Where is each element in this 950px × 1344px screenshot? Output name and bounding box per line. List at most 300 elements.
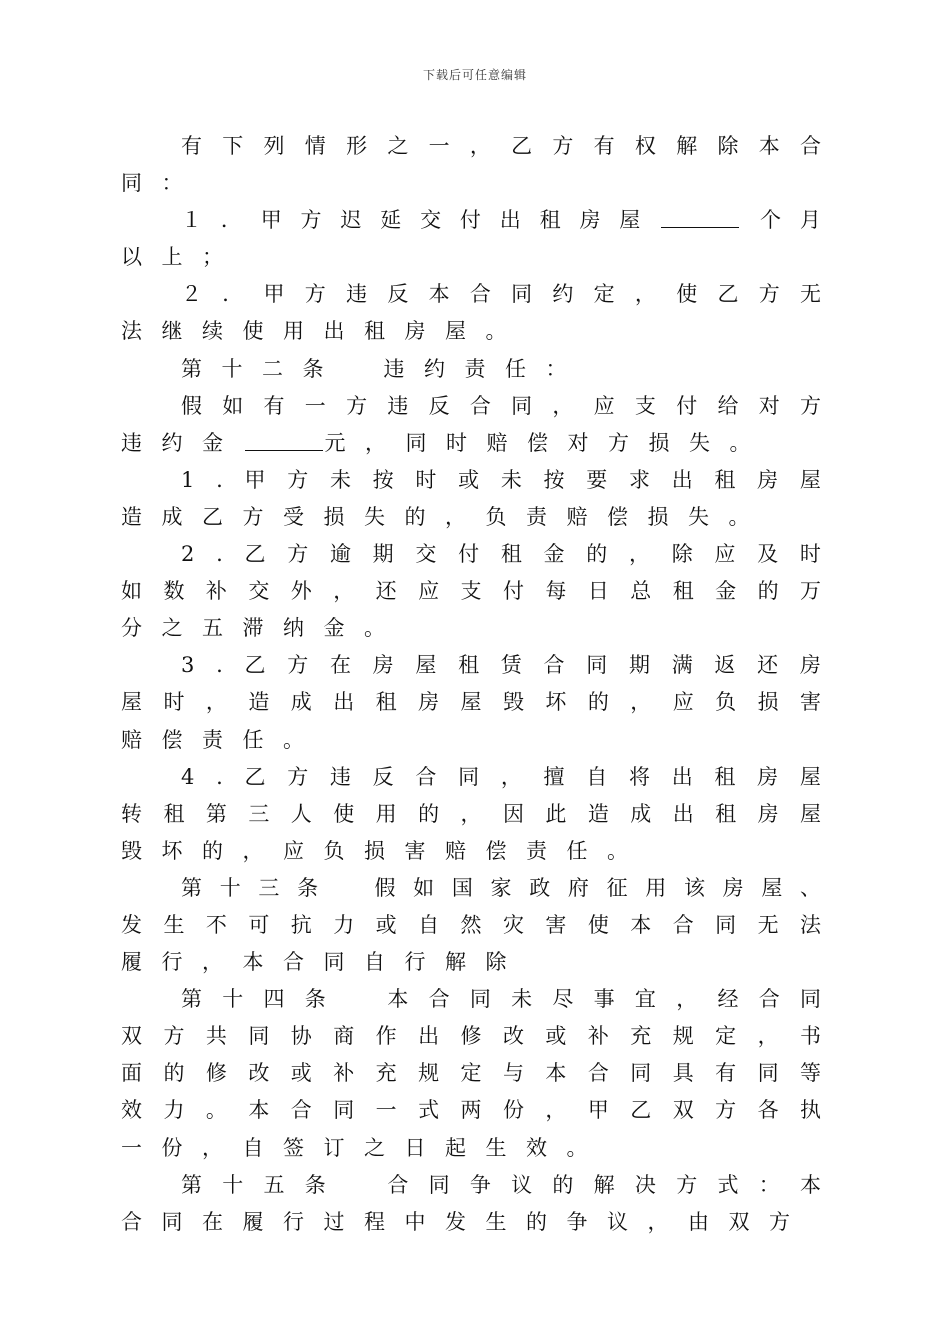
text-char: ， [202, 1135, 223, 1160]
text-char: 偿 [485, 838, 507, 863]
text-char [346, 1167, 367, 1204]
text-char: 可 [248, 912, 270, 937]
text-char: 改 [502, 1024, 524, 1049]
text-char: 。 [729, 430, 751, 455]
text-char: 等 [800, 1061, 821, 1086]
text-line [121, 1130, 821, 1167]
text-char: 履 [121, 950, 142, 975]
text-char: 使 [676, 282, 698, 307]
text-char: 以 [121, 245, 142, 270]
text-char: 在 [329, 653, 351, 678]
text-char: 合 [799, 134, 821, 158]
text-char: 第 [181, 356, 202, 381]
text-char: 商 [333, 1024, 355, 1049]
text-char: 中 [404, 1209, 426, 1234]
text-char: 定 [715, 1024, 737, 1049]
text-char: 房 [799, 653, 821, 678]
text-char: 条 [304, 1172, 326, 1197]
text-char: 交 [415, 542, 437, 567]
text-char: 规 [672, 1024, 694, 1049]
text-char: 屋 [799, 467, 821, 492]
text-char: 本 [630, 912, 652, 937]
text-line [121, 536, 821, 573]
text-char: 方 [799, 393, 821, 418]
text-char: 事 [593, 987, 615, 1012]
text-char: 每 [545, 579, 567, 604]
text-char: 本 [428, 282, 450, 307]
text-char: 4 [181, 764, 195, 789]
text-char: 赔 [445, 838, 466, 863]
text-char: 方 [300, 208, 322, 233]
text-char: 时 [163, 690, 185, 715]
text-char: 逾 [329, 542, 351, 567]
text-char: 任 [242, 727, 264, 752]
text-char: 三 [248, 801, 270, 826]
text-char: ： [545, 356, 567, 381]
text-char: 无 [757, 912, 779, 937]
text-char: 定 [593, 282, 615, 307]
text-char: 合 [283, 950, 304, 975]
text-char: 未 [500, 467, 522, 492]
text-char: 赔 [121, 727, 142, 752]
text-char: 约 [552, 282, 574, 307]
text-char: 如 [413, 875, 435, 900]
text-char: 合 [428, 987, 450, 1012]
text-char: 未 [511, 987, 533, 1012]
text-char: 有 [593, 134, 615, 158]
text-char: 同 [586, 653, 608, 678]
text-char: 效 [526, 1135, 547, 1160]
text-char: 分 [121, 616, 142, 641]
text-char: 此 [545, 801, 567, 826]
text-char: 损 [323, 504, 345, 529]
text-char: 要 [586, 467, 608, 492]
text-char: 1 [181, 467, 195, 492]
text-char: . [216, 467, 223, 492]
text-char: 合 [672, 912, 694, 937]
text-line [121, 462, 821, 499]
text-char: 租 [163, 801, 185, 826]
text-line [121, 202, 821, 239]
text-char: 坏 [545, 690, 567, 715]
text-char: ， [469, 134, 491, 158]
text-char: 日 [587, 579, 609, 604]
text-char: 租 [500, 542, 522, 567]
text-char: 生 [485, 1135, 507, 1160]
text-char: 发 [445, 1209, 466, 1234]
text-char: 迟 [340, 208, 362, 233]
text-char: 成 [161, 504, 183, 529]
text-char: 双 [728, 1209, 750, 1234]
text-line [121, 833, 821, 870]
text-char: 签 [283, 1135, 304, 1160]
text-char: 同 [511, 393, 533, 418]
text-char: 面 [121, 1061, 142, 1086]
text-char: 起 [445, 1135, 466, 1160]
text-char: 付 [458, 542, 480, 567]
text-char: 失 [688, 504, 709, 529]
text-char: 二 [262, 356, 283, 381]
text-char: 纳 [283, 616, 304, 641]
text-char: 政 [529, 875, 551, 900]
text-char: 房 [757, 764, 779, 789]
text-char: 屋 [121, 690, 142, 715]
text-char: 方 [346, 393, 368, 418]
text-char: 。 [607, 838, 628, 863]
text-char: ， [647, 1209, 669, 1234]
text-char: 用 [645, 875, 667, 900]
text-char: 还 [375, 579, 397, 604]
text-char: 租 [364, 319, 385, 344]
text-char: 毁 [121, 838, 142, 863]
text-char: 方 [242, 504, 264, 529]
text-char: 出 [333, 690, 355, 715]
text-char: 力 [333, 912, 355, 937]
text-char: 补 [587, 1024, 609, 1049]
text-char: 决 [634, 1172, 656, 1197]
text-char: 房 [404, 319, 426, 344]
text-line [121, 870, 821, 907]
text-line [121, 573, 821, 610]
text-char: 日 [404, 1135, 426, 1160]
text-char: 合 [415, 764, 437, 789]
text-char: ， [628, 542, 650, 567]
text-char: 按 [372, 467, 394, 492]
text-char: 定 [460, 1061, 482, 1086]
text-char: . [216, 764, 223, 789]
text-char: 滞 [242, 616, 264, 641]
text-char: 宜 [634, 987, 656, 1012]
text-char: 方 [287, 542, 309, 567]
text-char [343, 351, 364, 388]
text-char: 偿 [161, 727, 183, 752]
text-char: 造 [587, 801, 609, 826]
text-char: 本 [387, 987, 409, 1012]
text-char: 除 [485, 950, 507, 975]
text-char: 租 [458, 653, 480, 678]
text-char: 解 [445, 950, 466, 975]
text-char: 损 [757, 690, 779, 715]
text-char: 共 [205, 1024, 227, 1049]
text-char: 三 [258, 875, 280, 900]
text-line [121, 1092, 821, 1129]
text-char: 还 [757, 653, 779, 678]
text-char: ， [202, 950, 223, 975]
text-char: 期 [628, 653, 650, 678]
text-line [121, 981, 821, 1018]
text-line [121, 239, 821, 276]
text-char [336, 870, 357, 907]
text-char: 除 [717, 134, 739, 158]
text-char: 十 [222, 1172, 244, 1197]
text-char: 同 [757, 1061, 779, 1086]
text-char: 合 [758, 987, 780, 1012]
text-char: 未 [329, 467, 351, 492]
text-line [121, 1204, 821, 1241]
text-char: 尽 [552, 987, 574, 1012]
text-char: 支 [634, 393, 656, 418]
text-line [121, 1167, 821, 1204]
text-char: 延 [380, 208, 402, 233]
text-char: 负 [485, 504, 507, 529]
text-char: 擅 [543, 764, 565, 789]
text-char: 造 [248, 690, 270, 715]
text-char: 房 [722, 875, 744, 900]
text-char: 损 [648, 430, 670, 455]
text-char: 经 [717, 987, 739, 1012]
text-char: 有 [181, 134, 202, 158]
text-char: 与 [502, 1061, 524, 1086]
text-char: 同 [323, 950, 345, 975]
text-char: 一 [121, 1135, 142, 1160]
text-char: 行 [404, 950, 426, 975]
text-char: 无 [799, 282, 821, 307]
text-char: 责 [526, 504, 547, 529]
text-char: 房 [579, 208, 601, 233]
text-char: 。 [485, 319, 507, 344]
text-char: 发 [121, 912, 142, 937]
text-char: ， [676, 987, 698, 1012]
text-char: 成 [630, 801, 652, 826]
text-char: 抗 [290, 912, 312, 937]
document-body [121, 128, 821, 1241]
text-line [121, 610, 821, 647]
text-char: 灾 [502, 912, 524, 937]
text-char: 害 [545, 912, 567, 937]
text-char: 。 [205, 1098, 227, 1123]
text-char: 五 [202, 616, 223, 641]
text-char: 同 [469, 987, 491, 1012]
text-char: 上 [161, 245, 183, 270]
text-char: 本 [248, 1098, 270, 1123]
text-line [121, 499, 821, 536]
text-char: 修 [460, 1024, 482, 1049]
text-char: 该 [683, 875, 705, 900]
text-char: 租 [715, 801, 737, 826]
text-char: 生 [163, 912, 185, 937]
text-char: 的 [526, 1209, 547, 1234]
text-char: ， [757, 1024, 779, 1049]
text-char: 第 [181, 987, 202, 1012]
text-char: 使 [587, 912, 609, 937]
text-char: 屋 [619, 208, 641, 233]
text-char: 之 [364, 1135, 385, 1160]
text-char: ： [758, 1172, 780, 1197]
text-char: 的 [757, 579, 779, 604]
text-char: 方 [163, 1024, 185, 1049]
text-char: 各 [757, 1098, 779, 1123]
text-char: 解 [676, 134, 698, 158]
text-char: 订 [323, 1135, 345, 1160]
text-char: 方 [769, 1209, 790, 1234]
text-char: 、 [800, 875, 821, 900]
text-char: 行 [283, 1209, 304, 1234]
text-char: 情 [304, 134, 326, 158]
text-char: 乙 [511, 134, 533, 158]
text-char: 赁 [500, 653, 522, 678]
text-char: 自 [586, 764, 608, 789]
text-char: . [216, 653, 223, 678]
text-char: 的 [404, 504, 426, 529]
text-char: 份 [502, 1098, 524, 1123]
text-char: 求 [628, 467, 650, 492]
text-char: 万 [800, 579, 821, 604]
text-char: ， [500, 764, 522, 789]
text-char: 总 [630, 579, 652, 604]
text-char: 程 [364, 1209, 385, 1234]
text-char: 乙 [202, 504, 223, 529]
text-char: 乙 [630, 1098, 652, 1123]
text-char: 条 [297, 875, 319, 900]
text-char: 违 [383, 356, 405, 381]
text-char: 方 [608, 430, 629, 455]
text-char: 出 [499, 208, 521, 233]
text-char: 的 [418, 801, 440, 826]
text-char: ； [202, 245, 223, 270]
text-char: 金 [323, 616, 345, 641]
text-char: 的 [587, 690, 609, 715]
text-char: 同 [405, 430, 427, 455]
text-char: 房 [372, 653, 394, 678]
text-char: 或 [290, 1061, 312, 1086]
fill-in-blank [661, 205, 739, 228]
text-char: 合 [121, 1209, 142, 1234]
text-char: 任 [566, 838, 588, 863]
text-char: 租 [672, 579, 694, 604]
text-char: ２ [181, 282, 202, 307]
text-char: 合 [387, 1172, 409, 1197]
text-line [121, 796, 821, 833]
text-char: 不 [205, 912, 227, 937]
text-char: 屋 [460, 690, 482, 715]
text-char: 。 [728, 504, 750, 529]
text-char: 甲 [244, 467, 266, 492]
text-char: 一 [304, 393, 326, 418]
text-char: 第 [181, 1172, 202, 1197]
text-char: 争 [469, 1172, 491, 1197]
text-char: 征 [606, 875, 628, 900]
text-char: 个 [759, 208, 781, 233]
text-char: 充 [630, 1024, 652, 1049]
text-line [121, 759, 821, 796]
text-char: 反 [372, 764, 394, 789]
text-char: 失 [689, 430, 710, 455]
text-char: 反 [387, 282, 409, 307]
text-char: 屋 [800, 801, 821, 826]
text-char: 规 [418, 1061, 440, 1086]
text-char: 反 [428, 393, 450, 418]
text-char: 合 [543, 653, 565, 678]
text-char: 偿 [607, 504, 628, 529]
text-line [121, 1018, 821, 1055]
text-char: 争 [566, 1209, 588, 1234]
text-char: 改 [248, 1061, 270, 1086]
text-char: 权 [634, 134, 656, 158]
text-char: 履 [242, 1209, 264, 1234]
text-char: 。 [364, 616, 385, 641]
text-line [121, 1055, 821, 1092]
text-char: 补 [333, 1061, 355, 1086]
text-char: 造 [121, 504, 142, 529]
text-char: 将 [628, 764, 650, 789]
text-char: 解 [593, 1172, 615, 1197]
text-char: 本 [799, 1172, 821, 1197]
text-char: 具 [672, 1061, 694, 1086]
text-char: 协 [290, 1024, 312, 1049]
text-char: ． [222, 282, 244, 307]
text-char: 成 [290, 690, 312, 715]
text-char: 房 [757, 467, 779, 492]
text-char: ， [634, 282, 656, 307]
text-line [121, 276, 821, 313]
text-char: 赔 [566, 504, 588, 529]
text-char: 同 [715, 912, 737, 937]
text-char: 甲 [260, 208, 282, 233]
text-char: 条 [302, 356, 324, 381]
text-char: 期 [372, 542, 394, 567]
text-char: 对 [758, 393, 780, 418]
text-char: 同 [121, 171, 142, 196]
text-char: 应 [418, 579, 440, 604]
text-char: 时 [446, 430, 467, 455]
text-char: 十 [221, 356, 243, 381]
text-char: 同 [511, 282, 533, 307]
text-char: 乙 [717, 282, 739, 307]
text-char: 租 [714, 764, 736, 789]
text-char: 行 [161, 950, 183, 975]
text-char: 下 [222, 134, 244, 158]
text-char: 议 [607, 1209, 628, 1234]
text-line [121, 313, 821, 350]
text-char: 合 [469, 393, 491, 418]
text-char: . [216, 542, 223, 567]
text-char: 出 [671, 467, 693, 492]
text-char: 或 [375, 912, 397, 937]
text-char: 2 [181, 542, 195, 567]
text-char: 家 [490, 875, 512, 900]
text-char: ， [545, 1098, 567, 1123]
text-char: 房 [757, 801, 779, 826]
text-char: 条 [304, 987, 326, 1012]
text-char: 补 [205, 579, 227, 604]
text-char: 支 [460, 579, 482, 604]
text-char: 方 [715, 1098, 737, 1123]
text-char: 方 [287, 764, 309, 789]
text-char: 同 [458, 764, 480, 789]
text-char: 因 [502, 801, 524, 826]
text-char: 甲 [263, 282, 285, 307]
text-char: 元 [324, 430, 346, 455]
text-char: 毁 [502, 690, 524, 715]
text-char: 屋 [415, 653, 437, 678]
text-char: 屋 [761, 875, 783, 900]
text-char: 人 [290, 801, 312, 826]
text-char: 受 [283, 504, 304, 529]
text-char: 责 [526, 838, 547, 863]
text-char: 续 [202, 319, 223, 344]
text-char: 第 [205, 801, 227, 826]
text-line [121, 647, 821, 684]
text-char: 议 [511, 1172, 533, 1197]
text-line [121, 351, 821, 388]
text-char: 出 [672, 801, 694, 826]
text-char: 有 [715, 1061, 737, 1086]
text-char: 假 [181, 393, 202, 418]
text-char: 及 [757, 542, 779, 567]
text-line [121, 722, 821, 759]
text-char: ， [460, 801, 482, 826]
text-char: １ [181, 208, 202, 233]
